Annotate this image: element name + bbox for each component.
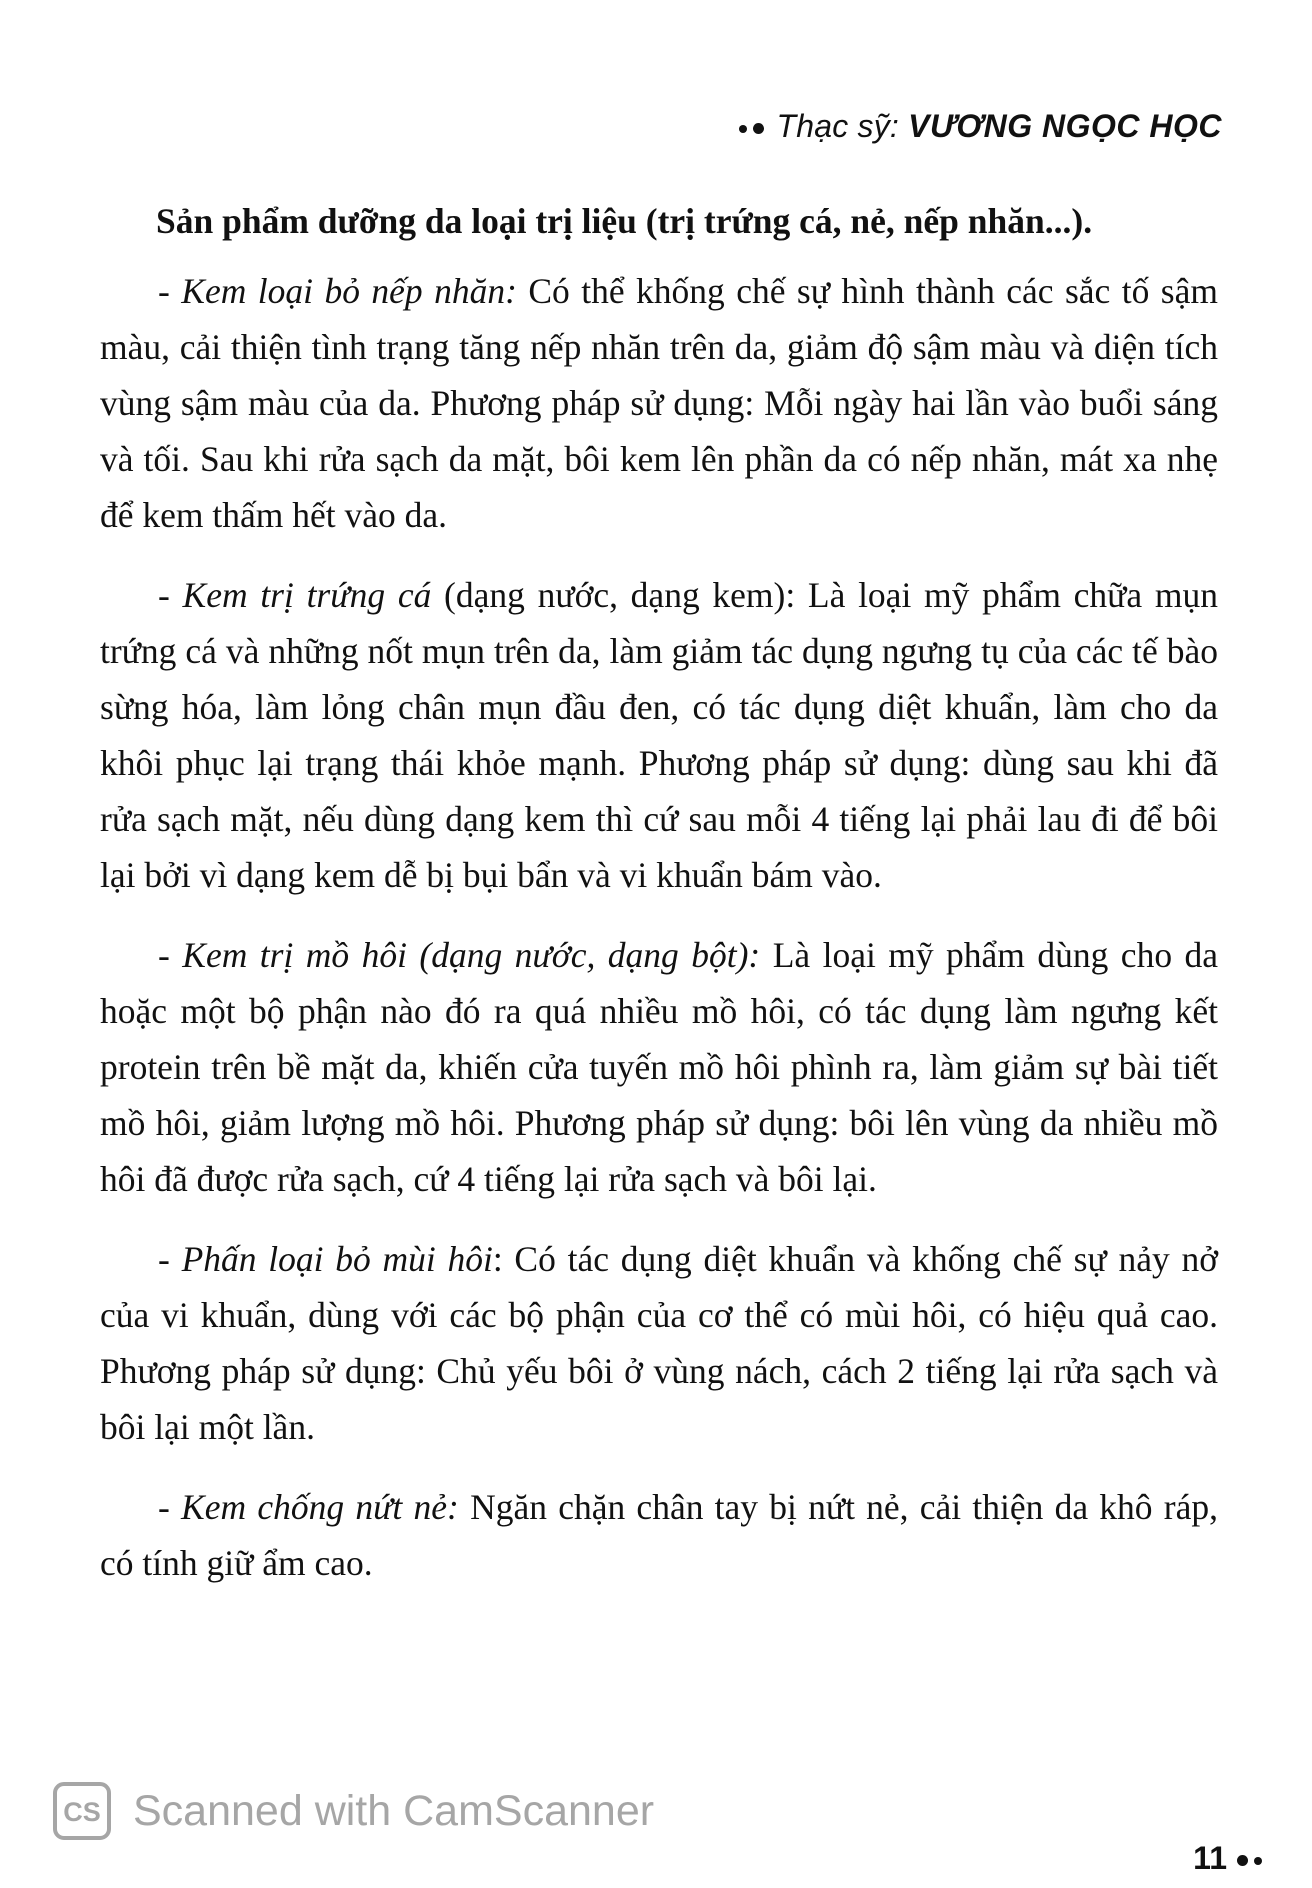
paragraph-deodorant-powder	[100, 1231, 1218, 1455]
paragraph-anti-crack-cream	[100, 1479, 1218, 1591]
bullet-dot-icon	[1254, 1857, 1262, 1865]
camscanner-watermark	[53, 1782, 654, 1840]
paragraph-term: - Kem trị mồ hôi (dạng nước, dạng bột):	[158, 935, 761, 975]
bullet-dot-icon	[739, 125, 747, 133]
paragraph-text: Là loại mỹ phẩm dùng cho da hoặc một bộ phận nào đó ra quá nhiều mồ hôi, có tác dụng làm ngưng kết protein trên bề mặt da, khiến cửa tuyến mồ hôi phình ra, làm giảm sự bài tiết mồ hôi, giảm lượng mồ hôi. Phương pháp sử dụng: bôi lên vùng da nhiều mồ hôi đã được rửa sạch, cứ 4 tiếng lại rửa sạch và bôi lại.	[100, 935, 1219, 1199]
paragraph-term: - Kem trị trứng cá	[158, 575, 432, 615]
paragraph-acne-cream	[100, 567, 1218, 903]
paragraph-wrinkle-cream	[100, 263, 1218, 543]
header-prefix: Thạc sỹ:	[776, 108, 899, 144]
paragraph-text: : Có tác dụng diệt khuẩn và khống chế sự nảy nở của vi khuẩn, dùng với các bộ phận của cơ thể có mùi hôi, có hiệu quả cao. Phương pháp sử dụng: Chủ yếu bôi ở vùng nách, cách 2 tiếng lại rửa sạch và bôi lại một lần.	[100, 1239, 1218, 1447]
paragraph-text: Có thể khống chế sự hình thành các sắc tố sậm màu, cải thiện tình trạng tăng nếp nhăn trên da, giảm độ sậm màu và diện tích vùng sậm màu của da. Phương pháp sử dụng: Mỗi ngày hai lần vào buổi sáng và tối. Sau khi rửa sạch da mặt, bôi kem lên phần da có nếp nhăn, mát xa nhẹ để kem thấm hết vào da.	[100, 271, 1218, 535]
paragraph-text: Ngăn chặn chân tay bị nứt nẻ, cải thiện da khô ráp, có tính giữ ẩm cao.	[100, 1487, 1218, 1583]
paragraph-term: - Phấn loại bỏ mùi hôi	[158, 1239, 493, 1279]
page-number-value: 11	[1193, 1840, 1227, 1876]
camscanner-logo-icon	[53, 1782, 111, 1840]
paragraph-term: - Kem chống nứt nẻ:	[158, 1487, 459, 1527]
running-header	[739, 108, 1222, 145]
paragraph-text: (dạng nước, dạng kem): Là loại mỹ phẩm chữa mụn trứng cá và những nốt mụn trên da, làm giảm tác dụng ngưng tụ của các tế bào sừng hóa, làm lỏng chân mụn đầu đen, có tác dụng diệt khuẩn, làm cho da khôi phục lại trạng thái khỏe mạnh. Phương pháp sử dụng: dùng sau khi đã rửa sạch mặt, nếu dùng dạng kem thì cứ sau mỗi 4 tiếng lại phải lau đi để bôi lại bởi vì dạng kem dễ bị bụi bẩn và vi khuẩn bám vào.	[100, 575, 1218, 895]
paragraph-sweat-cream	[100, 927, 1218, 1207]
body-text	[100, 193, 1218, 1591]
paragraph-term: - Kem loại bỏ nếp nhăn:	[158, 271, 517, 311]
watermark-text: Scanned with CamScanner	[133, 1786, 655, 1835]
page-number	[1193, 1840, 1262, 1877]
bullet-dot-icon	[753, 123, 764, 134]
header-author: VƯƠNG NGỌC HỌC	[908, 108, 1222, 144]
section-heading: Sản phẩm dưỡng da loại trị liệu (trị trứng cá, nẻ, nếp nhăn...).	[156, 201, 1093, 241]
camscanner-logo-text: CS	[63, 1797, 101, 1827]
bullet-dot-icon	[1237, 1855, 1248, 1866]
